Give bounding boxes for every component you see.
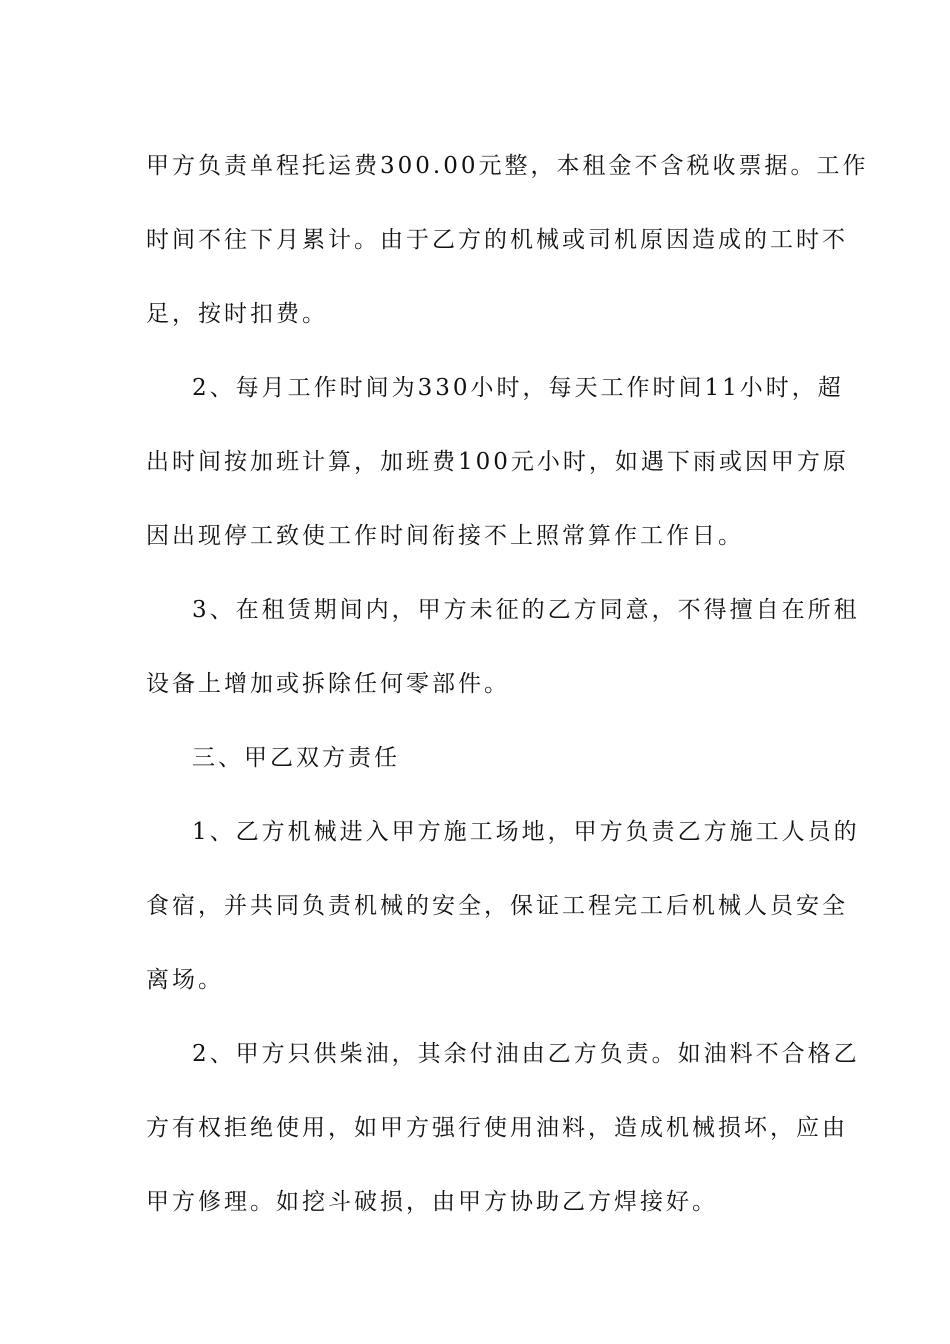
paragraph-clause-2-work-hours (146, 351, 849, 573)
section-heading: 三、甲乙双方责任 (192, 745, 400, 771)
text-line: 因出现停工致使工作时间衔接不上照常算作工作日。 (146, 523, 744, 549)
text-line: 甲方负责单程托运费300.00元整，本租金不含税收票据。工作 (146, 153, 869, 179)
paragraph-responsibility-1 (146, 795, 860, 1017)
text-line: 设备上增加或拆除任何零部件。 (146, 671, 510, 697)
text-line: 2、每月工作时间为330小时，每天工作时间11小时，超 (192, 375, 844, 401)
text-line: 2、甲方只供柴油，其余付油由乙方负责。如油料不合格乙 (192, 1041, 860, 1067)
paragraph-responsibility-2 (146, 1017, 860, 1239)
text-line: 方有权拒绝使用，如甲方强行使用油料，造成机械损坏，应由 (146, 1115, 848, 1141)
section-heading-responsibilities (146, 721, 808, 795)
paragraph-clause-3-equipment (146, 573, 860, 721)
text-line: 时间不往下月累计。由于乙方的机械或司机原因造成的工时不 (146, 227, 848, 253)
text-line: 食宿，并共同负责机械的安全，保证工程完工后机械人员安全 (146, 893, 848, 919)
text-line: 出时间按加班计算，加班费100元小时，如遇下雨或因甲方原 (146, 449, 849, 475)
document-body (146, 129, 869, 1239)
text-line: 甲方修理。如挖斗破损，由甲方协助乙方焊接好。 (146, 1189, 718, 1215)
text-line: 足，按时扣费。 (146, 301, 328, 327)
text-line: 1、乙方机械进入甲方施工场地，甲方负责乙方施工人员的 (192, 819, 860, 845)
text-line: 3、在租赁期间内，甲方未征的乙方同意，不得擅自在所租 (192, 597, 860, 623)
text-line: 离场。 (146, 967, 224, 993)
paragraph-fee-terms (146, 129, 869, 351)
